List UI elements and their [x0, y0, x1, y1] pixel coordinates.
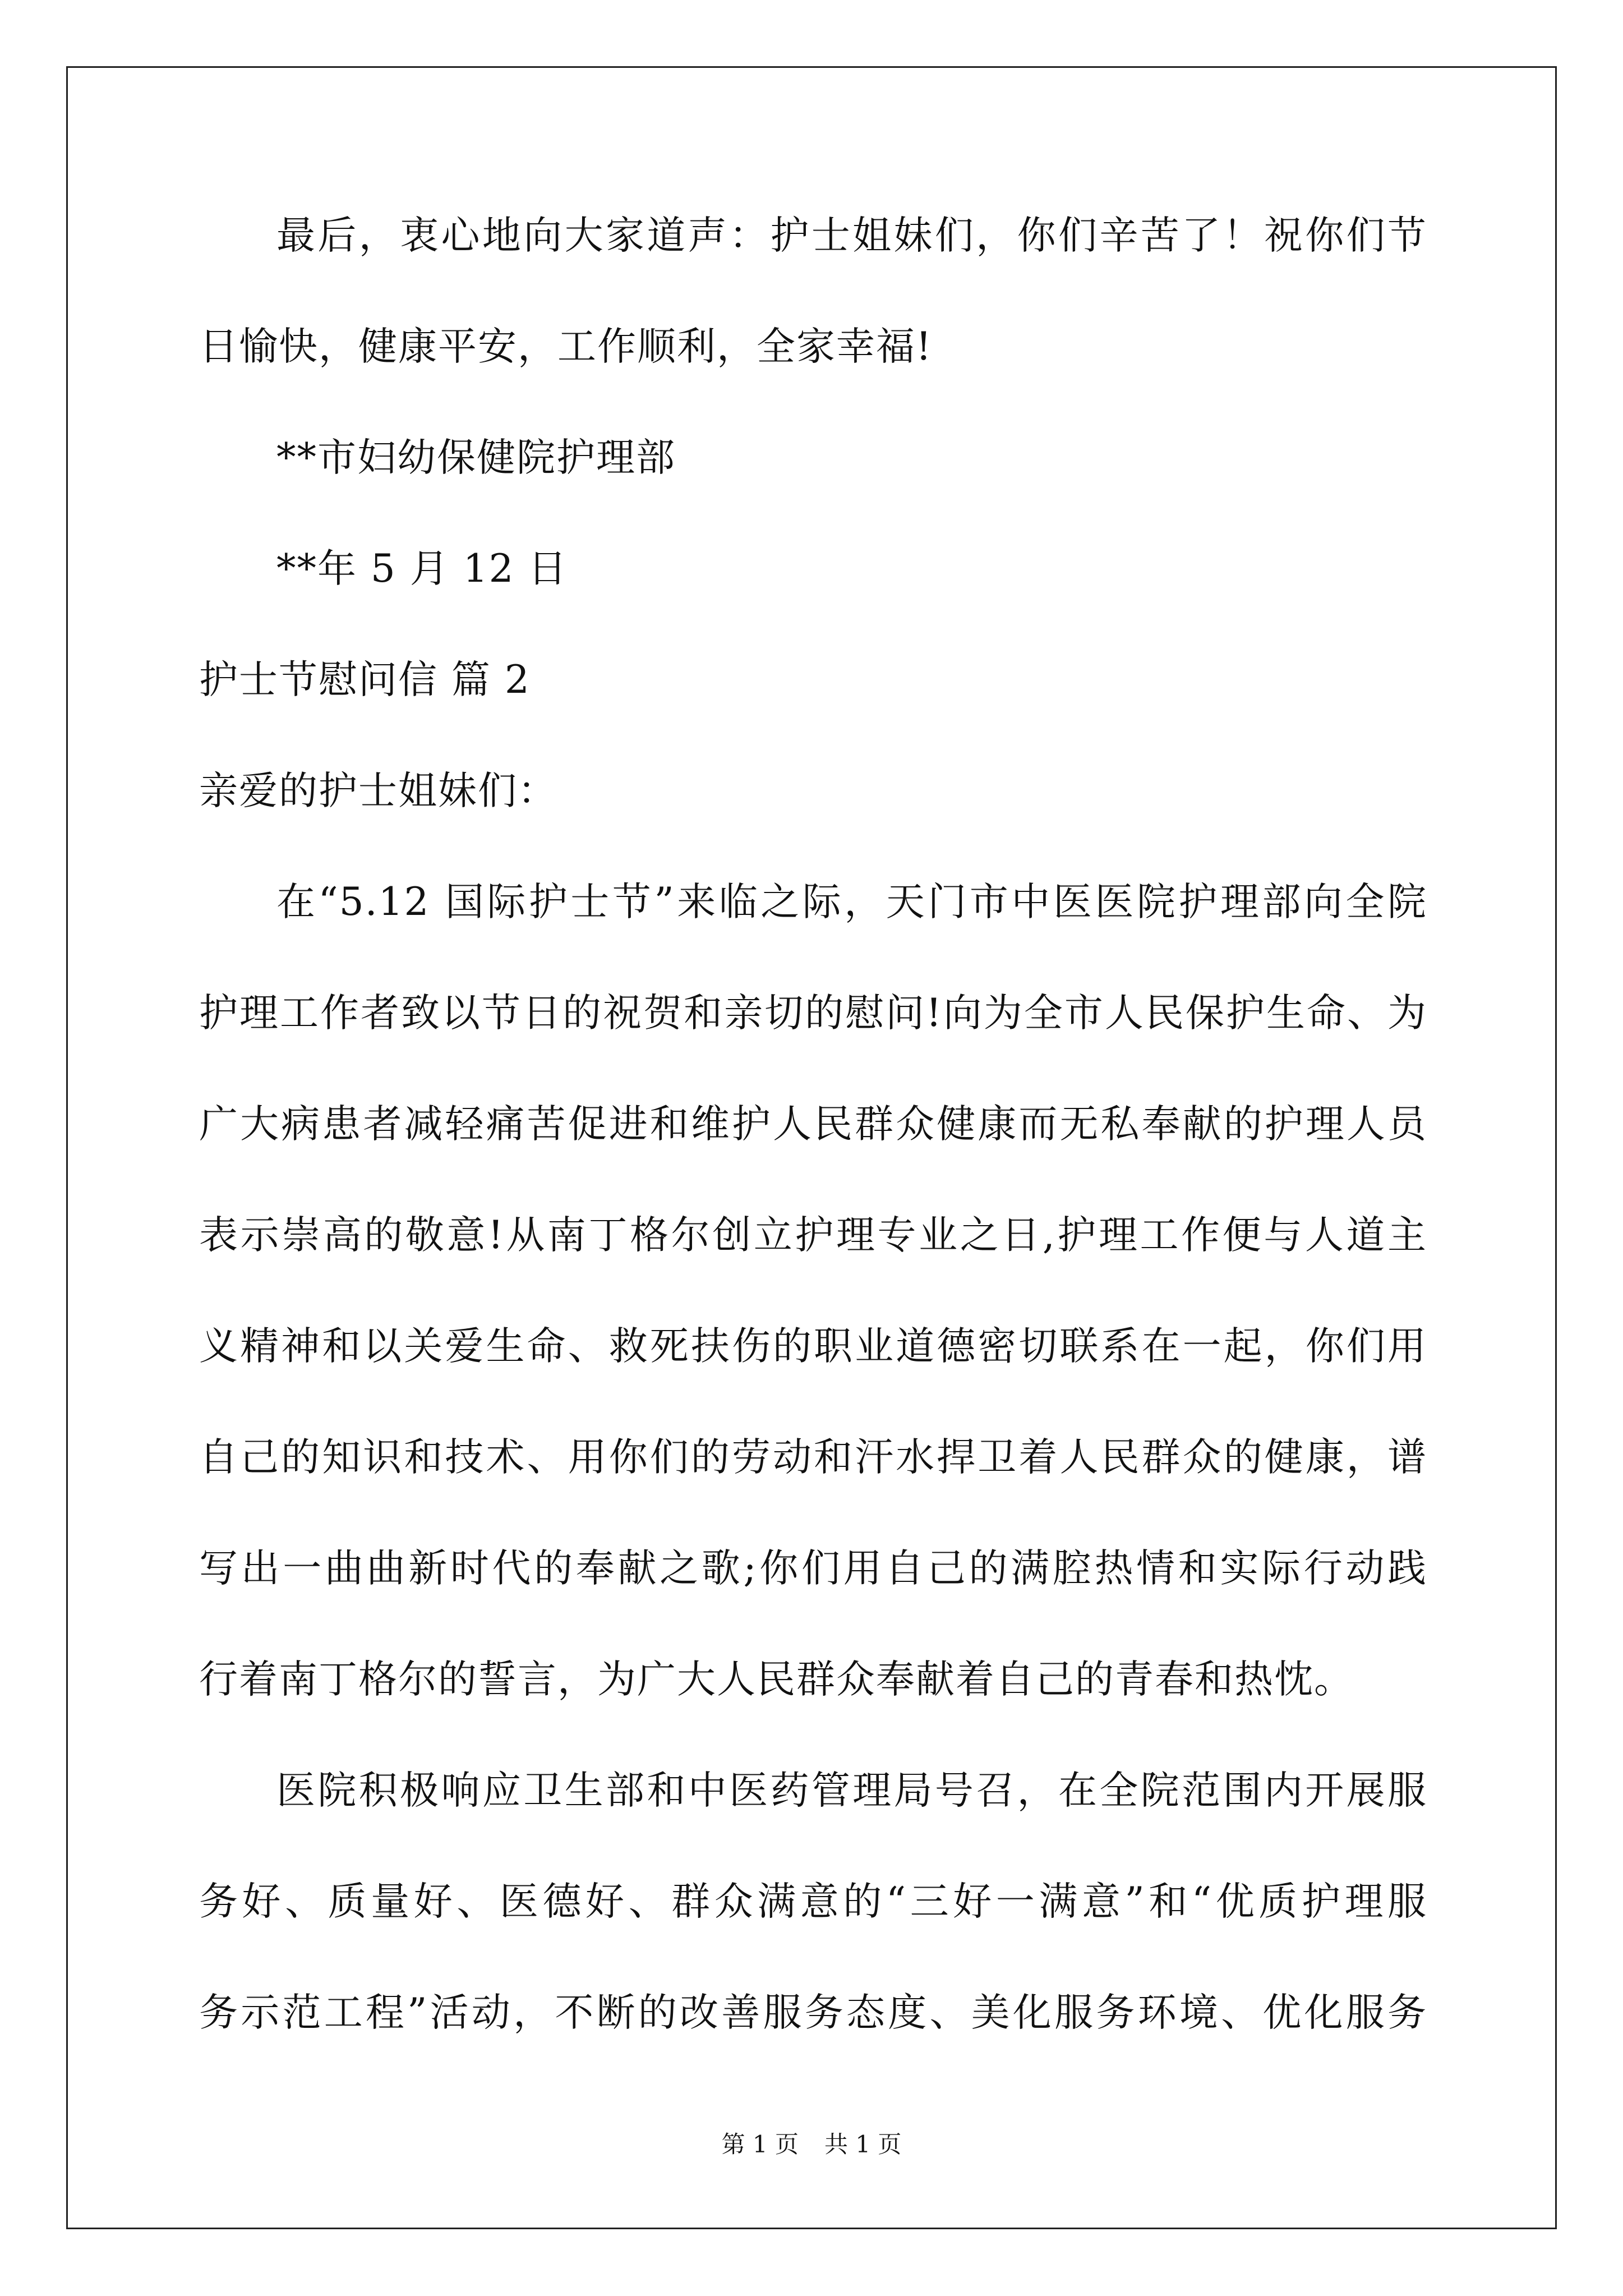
paragraph-1-line-3: 广大病患者减轻痛苦促进和维护人民群众健康而无私奉献的护理人员 [199, 1102, 1427, 1147]
paragraph-closing-line-2: 日愉快，健康平安，工作顺利，全家幸福! [199, 324, 933, 369]
paragraph-2-line-1: 医院积极响应卫生部和中医药管理局号召，在全院范围内开展服 [276, 1768, 1427, 1813]
signature-date: **年 5 月 12 日 [276, 546, 568, 591]
paragraph-1-line-7: 写出一曲曲新时代的奉献之歌;你们用自己的满腔热情和实际行动践 [199, 1546, 1427, 1591]
section-heading: 护士节慰问信 篇 2 [199, 657, 531, 702]
paragraph-2-line-3: 务示范工程”活动，不断的改善服务态度、美化服务环境、优化服务 [199, 1990, 1427, 2035]
page-total: 共 1 页 [824, 2131, 902, 2158]
page-footer [0, 2128, 1623, 2161]
paragraph-closing-line-1: 最后，衷心地向大家道声：护士姐妹们，你们辛苦了！祝你们节 [276, 213, 1427, 258]
paragraph-1-line-4: 表示崇高的敬意!从南丁格尔创立护理专业之日,护理工作便与人道主 [199, 1213, 1427, 1258]
paragraph-1-line-1: 在“5.12 国际护士节”来临之际，天门市中医医院护理部向全院 [276, 880, 1427, 924]
paragraph-1-line-6: 自己的知识和技术、用你们的劳动和汗水捍卫着人民群众的健康，谱 [199, 1435, 1427, 1480]
paragraph-1-line-2: 护理工作者致以节日的祝贺和亲切的慰问!向为全市人民保护生命、为 [199, 991, 1427, 1036]
paragraph-2-line-2: 务好、质量好、医德好、群众满意的“三好一满意”和“优质护理服 [199, 1879, 1427, 1924]
signature-organization: **市妇幼保健院护理部 [276, 435, 676, 480]
paragraph-1-line-5: 义精神和以关爱生命、救死扶伤的职业道德密切联系在一起，你们用 [199, 1324, 1427, 1369]
paragraph-1-line-8: 行着南丁格尔的誓言，为广大人民群众奉献着自己的青春和热忱。 [199, 1657, 1354, 1702]
salutation: 亲爱的护士姐妹们： [199, 769, 557, 813]
page-number: 第 1 页 [721, 2131, 799, 2158]
